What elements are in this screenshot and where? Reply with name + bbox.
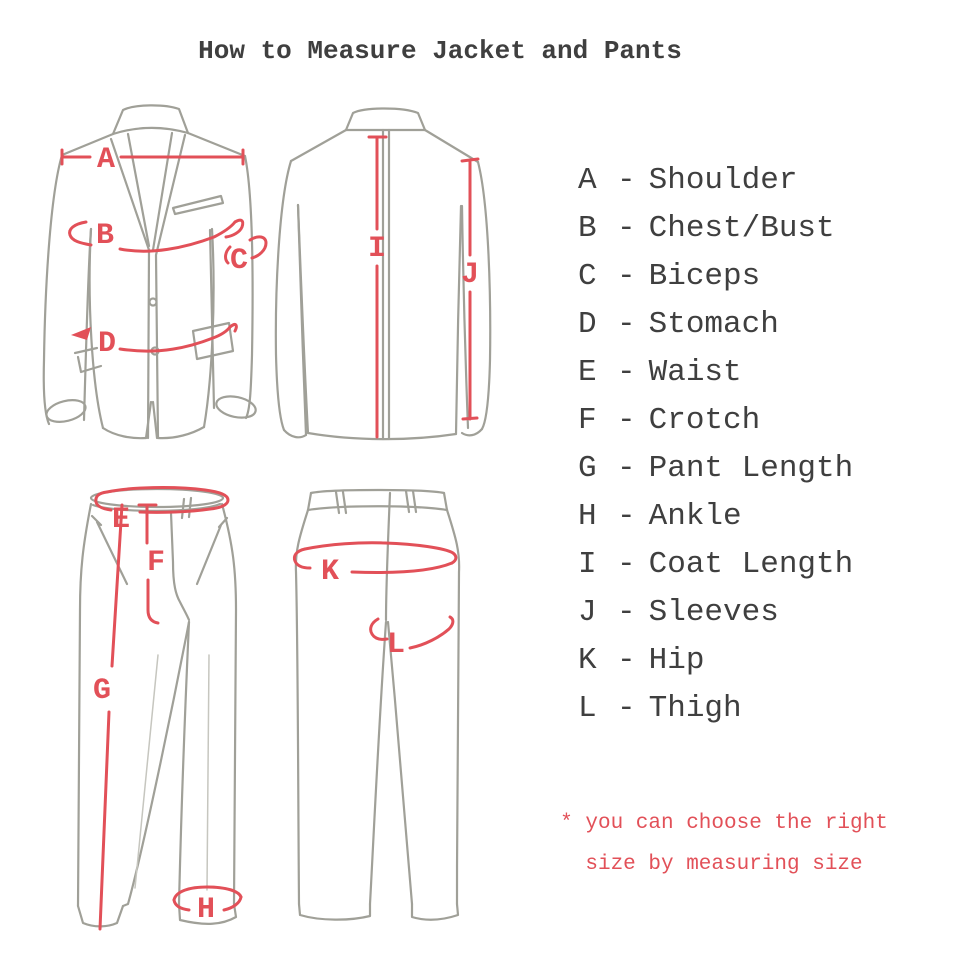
measure-k-hip bbox=[294, 543, 455, 589]
legend-letter: I bbox=[578, 547, 597, 582]
measure-label-a: A bbox=[96, 143, 116, 177]
legend-label: Shoulder bbox=[648, 163, 798, 198]
legend-label: Ankle bbox=[648, 499, 742, 534]
footnote-line-1: * you can choose the right bbox=[560, 812, 888, 835]
legend-label: Thigh bbox=[648, 691, 742, 726]
measure-label-j: J bbox=[460, 258, 480, 292]
legend-letter: E bbox=[578, 355, 597, 390]
measure-label-b: B bbox=[95, 219, 115, 253]
jacket-front-drawing bbox=[44, 105, 258, 438]
legend-label: Stomach bbox=[648, 307, 779, 342]
legend-label: Hip bbox=[648, 643, 705, 678]
measure-label-i: I bbox=[367, 232, 387, 266]
legend-label: Coat Length bbox=[648, 547, 854, 582]
legend-letter: J bbox=[578, 595, 597, 630]
legend-item bbox=[578, 589, 853, 637]
measure-label-k: K bbox=[320, 555, 340, 589]
legend-separator: - bbox=[617, 595, 636, 630]
legend-label: Biceps bbox=[648, 259, 761, 294]
measure-a-shoulder bbox=[62, 143, 243, 177]
legend-separator: - bbox=[617, 355, 636, 390]
legend-separator: - bbox=[617, 307, 636, 342]
legend-letter: D bbox=[578, 307, 597, 342]
measure-label-h: H bbox=[196, 893, 216, 927]
measure-label-c: C bbox=[229, 244, 249, 278]
legend-letter: K bbox=[578, 643, 597, 678]
legend-separator: - bbox=[617, 499, 636, 534]
footnote bbox=[556, 803, 892, 885]
measure-label-l: L bbox=[386, 628, 406, 662]
legend-item bbox=[578, 349, 853, 397]
legend-item bbox=[578, 397, 853, 445]
jacket-back-drawing bbox=[276, 109, 490, 440]
legend-letter: H bbox=[578, 499, 597, 534]
legend-separator: - bbox=[617, 691, 636, 726]
legend-separator: - bbox=[617, 547, 636, 582]
legend-item bbox=[578, 253, 853, 301]
legend-item bbox=[578, 685, 853, 733]
legend-item bbox=[578, 301, 853, 349]
legend-letter: B bbox=[578, 211, 597, 246]
measure-g-pant-length bbox=[93, 505, 122, 929]
measure-label-d: D bbox=[97, 327, 117, 361]
legend-label: Sleeves bbox=[648, 595, 779, 630]
measure-f-crotch bbox=[139, 505, 165, 623]
legend-item bbox=[578, 541, 853, 589]
legend-letter: G bbox=[578, 451, 597, 486]
legend-item bbox=[578, 637, 853, 685]
footnote-line-2: size by measuring size bbox=[585, 853, 863, 876]
legend-separator: - bbox=[617, 643, 636, 678]
legend-separator: - bbox=[617, 163, 636, 198]
legend-separator: - bbox=[617, 211, 636, 246]
measure-label-e: E bbox=[111, 503, 131, 537]
legend-label: Chest/Bust bbox=[648, 211, 835, 246]
measure-label-f: F bbox=[146, 546, 166, 580]
legend-item bbox=[578, 205, 853, 253]
legend-separator: - bbox=[617, 259, 636, 294]
legend-item bbox=[578, 157, 853, 205]
legend-item bbox=[578, 493, 853, 541]
measure-label-g: G bbox=[92, 674, 112, 708]
measure-c-biceps bbox=[226, 237, 266, 278]
legend-separator: - bbox=[617, 451, 636, 486]
measurement-legend bbox=[578, 157, 853, 733]
measure-j-sleeves bbox=[461, 159, 479, 419]
measure-e-waist bbox=[96, 488, 228, 537]
legend-label: Waist bbox=[648, 355, 742, 390]
legend-label: Pant Length bbox=[648, 451, 854, 486]
page-title: How to Measure Jacket and Pants bbox=[198, 36, 682, 66]
legend-separator: - bbox=[617, 403, 636, 438]
jacket-button bbox=[150, 299, 157, 306]
legend-letter: A bbox=[578, 163, 597, 198]
legend-item bbox=[578, 445, 853, 493]
legend-letter: F bbox=[578, 403, 597, 438]
legend-label: Crotch bbox=[648, 403, 761, 438]
legend-letter: L bbox=[578, 691, 597, 726]
legend-letter: C bbox=[578, 259, 597, 294]
